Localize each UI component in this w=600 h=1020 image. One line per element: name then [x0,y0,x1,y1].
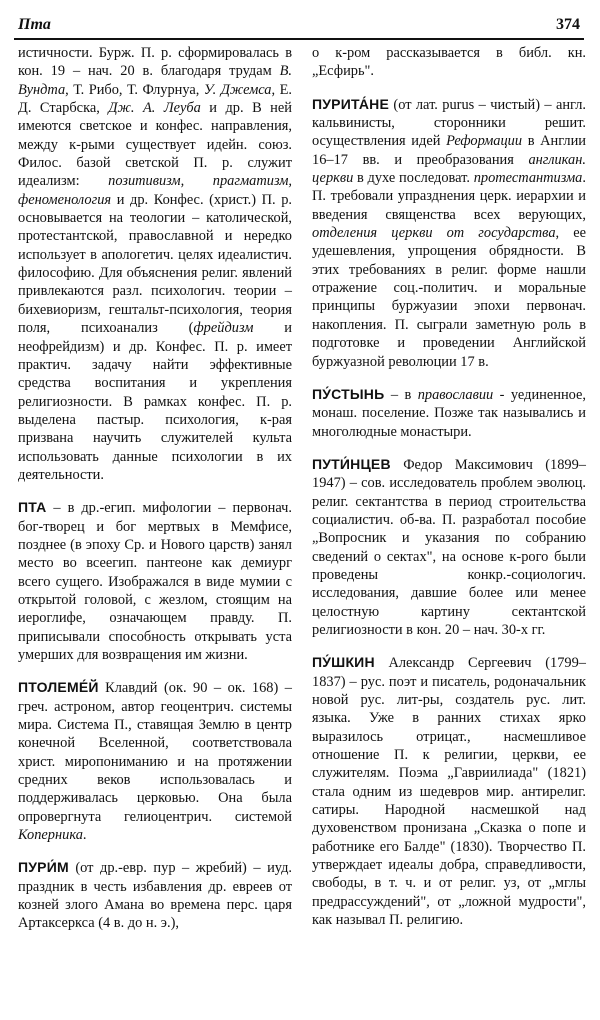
entry-text: (от лат. purus – чистый) – англ. кальвинисты, сторонники решит. осуществления идей [312,96,586,150]
entry-text: , Е. Д. Старбска, [18,81,292,117]
entry-purim-cont [312,44,586,81]
entry-text: - уединенное, монаш. поселение. Позже так назывались и многолюдные монастыри. [312,386,586,440]
italic-term: позитивизм, прагматизм, феноменология [18,173,292,208]
entry-text: , Т. Рибо, Т. Флурнуа, [65,81,204,98]
italic-term: У. Джемса [203,81,272,98]
italic-term: Дж. А. Леуба [108,100,201,117]
header-rule [14,38,584,40]
entry-pustyn [312,385,586,441]
entry-text: и др. В ней имеются светское и конфес. направления, между к-рыми существует идейн. союз. Филос. базой светской П. р. служит идеализм: [18,100,292,190]
left-column [18,44,292,947]
entry-pta [18,498,292,664]
headword: ПУ́СТЫНЬ [312,385,385,402]
entry-text: – в др.-егип. мифологии – первонач. бог-творец и бог мертвых в Мемфисе, позднее (в эпоху Ср. и Нового царств) занял место во всеегип. пантеоне как демиург всего сущего. Изображался в виде мумии с открытой головой, с жезлом, стоящим на иероглифе, означающем правду. П. приписывали способность открывать уста умерших для возвращения им жизни. [18,500,292,663]
entry-putintsev [312,455,586,639]
italic-term: фрейдизм [193,320,254,337]
italic-term: православии [417,386,494,403]
page-number: 374 [556,16,580,33]
italic-term: В. Вундта [18,63,292,98]
italic-term: англикан. церкви [312,151,586,187]
right-column [312,44,586,943]
entry-text: о к-ром рассказывается в библ. кн. „Есфирь". [312,45,586,80]
entry-text: и неофрейдизм) и др. Конфес. П. р. имеет практич. задачу найти эффективные средства воспитания и укрепления религиозности. В рамках конфес. П. р. выделена пастыр. психология, к-рая призвана научить служителей культа использовать данные психологии в их деятельности. [18,320,292,483]
entry-text: истичности. Бурж. П. р. сформировалась в кон. 19 – нач. 20 в. благодаря трудам [18,45,292,80]
entry-puritans [312,95,586,371]
headword: ПТА [18,499,47,516]
headword: ПУРИТА́НЕ [312,95,390,112]
headword: ПУРИ́М [18,859,69,876]
italic-term: отделения церкви от государства [312,225,556,242]
italic-term: Коперника [18,827,83,844]
entry-text: и др. Конфес. (христ.) П. р. основывается на теологии – католической, протестантской, православной и нередко использует в апологетич. целях идеалистич. философию. Для объяснения религ. явлений привлекаются разл. психологич. теории – бихевиоризм, гештальт-психология, теория поля, психоанализ ( [18,191,292,337]
headword: ПУТИ́НЦЕВ [312,455,391,472]
entry-text: (от др.-евр. пур – жребий) – иуд. праздник в честь избавления др. евреев от козней злого Амана во времена перс. царя Артаксеркса (4 в. до н. э.), [18,860,292,932]
italic-term: Реформации [446,133,523,150]
entry-ptolemy [18,678,292,844]
entry-text: . П. требовали упразднения церк. иерархии и введения священства всех верующих, [312,170,586,223]
entry-text: Федор Максимович (1899–1947) – сов. исследователь проблем эволюц. религ. сектантства в период строительства социалистич. об-ва. П. разработал пособие „Вопросник и указания по собранию сведений о сектах", на основе к-рого были проведены конкр.-социологич. исследования, давшие более или менее целостную картину сектантской религиозности в кон. 20 – нач. 30-х гг. [312,456,586,638]
headword: ПУ́ШКИН [312,654,375,671]
entry-text: в Англии 16–17 вв. и преобразования [312,133,587,168]
entry-text: – в [384,386,418,403]
italic-term: протестантизма [473,170,583,187]
entry-text: Клавдий (ок. 90 – ок. 168) – греч. астроном, автор геоцентрич. системы мира. Система П., ставящая Землю в центр конечной Вселенной, соответствовала христ. миропониманию и на протяжении средних веков использовалась и поддерживалась церковью. Она была опровергнута гелиоцентрич. системой [18,680,292,825]
headword: ПТОЛЕМЕ́Й [18,679,99,696]
entry-text: , ее удешевления, упрощения обрядности. В этих требованиях в религ. форме нашли отражение соц.-политич. и моральные принципы буржуазии эпохи первонач. накопления. П. сыграли заметную роль в подготовке и проведении Английской буржуазной революции 17 в. [312,225,586,370]
page-header [14,12,582,38]
entry-text: Александр Сергеевич (1799–1837) – рус. поэт и писатель, родоначальник новой рус. лит-ры, создатель рус. лит. языка. Уже в ранних стихах ярко выразилось отрицат., насмешливое отношение П. к религии, церкви, ее служителям. Поэма „Гавриилиада" (1821) стала одним из шедевров мир. антирелиг. сатиры. Народной насмешкой над духовенством пронизана „Сказка о попе и работнике его Балде" (1830). Творчество П. утверждает идеалы добра, справедливости, свободы, в т. ч. и от религ. уз, от „мглы предрассуждений", от „ложной мудрости", как называл П. религию. [312,655,586,929]
entry-pushkin [312,653,586,929]
running-title: Пта [18,16,51,33]
entry-text: в духе последоват. [353,170,474,187]
entry-psych-cont [18,44,292,484]
entry-purim [18,858,292,932]
entry-text: . [82,827,87,844]
